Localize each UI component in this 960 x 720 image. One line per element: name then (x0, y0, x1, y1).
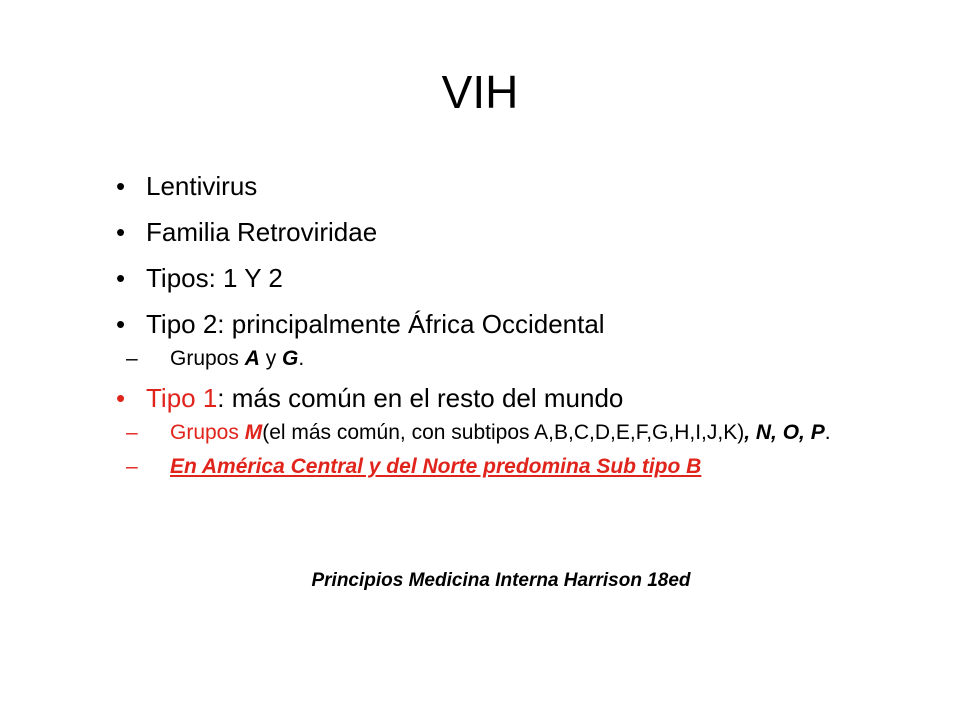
bullet-item (116, 168, 916, 204)
bullet-item (116, 260, 916, 296)
sub-bullet-item (126, 454, 916, 480)
text-segment: (el más común, con subtipos A,B,C,D,E,F,G,H,I,J,K) (262, 421, 745, 444)
dash-marker: – (126, 455, 138, 478)
text-segment: G (282, 347, 299, 370)
bullet-marker: • (116, 217, 126, 247)
bullet-text: Familia Retroviridae (146, 217, 378, 247)
bullet-marker: • (116, 171, 126, 201)
bullet-text (146, 383, 623, 413)
bullet-text: Lentivirus (146, 171, 258, 201)
sub-bullet-item (126, 420, 916, 446)
text-segment: y (259, 347, 283, 370)
text-segment: , N, O, P (744, 421, 825, 444)
bullet-list (116, 168, 916, 488)
bullet-marker: • (116, 309, 126, 339)
bullet-marker: • (116, 383, 126, 413)
sub-bullet-text: En América Central y del Norte predomina Sub tipo B (170, 455, 702, 478)
sub-bullet-item (126, 346, 916, 372)
bullet-item (116, 214, 916, 250)
text-segment: Grupos (170, 347, 245, 370)
citation: Principios Medicina Interna Harrison 18ed (311, 570, 691, 591)
text-segment: . (298, 347, 305, 370)
sub-bullet-text (170, 347, 304, 370)
text-segment: M (244, 421, 263, 444)
bullet-item (116, 380, 916, 416)
bullet-text: Tipo 2: principalmente África Occidental (146, 309, 605, 339)
slide-title: VIH (441, 66, 519, 118)
text-segment: . (824, 421, 831, 444)
text-segment: Grupos (170, 421, 245, 444)
bullet-item (116, 306, 916, 342)
dash-marker: – (126, 347, 138, 370)
bullet-text: Tipos: 1 Y 2 (146, 263, 283, 293)
text-segment: Tipo 1 (146, 383, 218, 413)
bullet-marker: • (116, 263, 126, 293)
text-segment: A (244, 347, 260, 370)
text-segment: : más común en el resto del mundo (217, 383, 624, 413)
sub-bullet-text (170, 421, 831, 444)
dash-marker: – (126, 421, 138, 444)
